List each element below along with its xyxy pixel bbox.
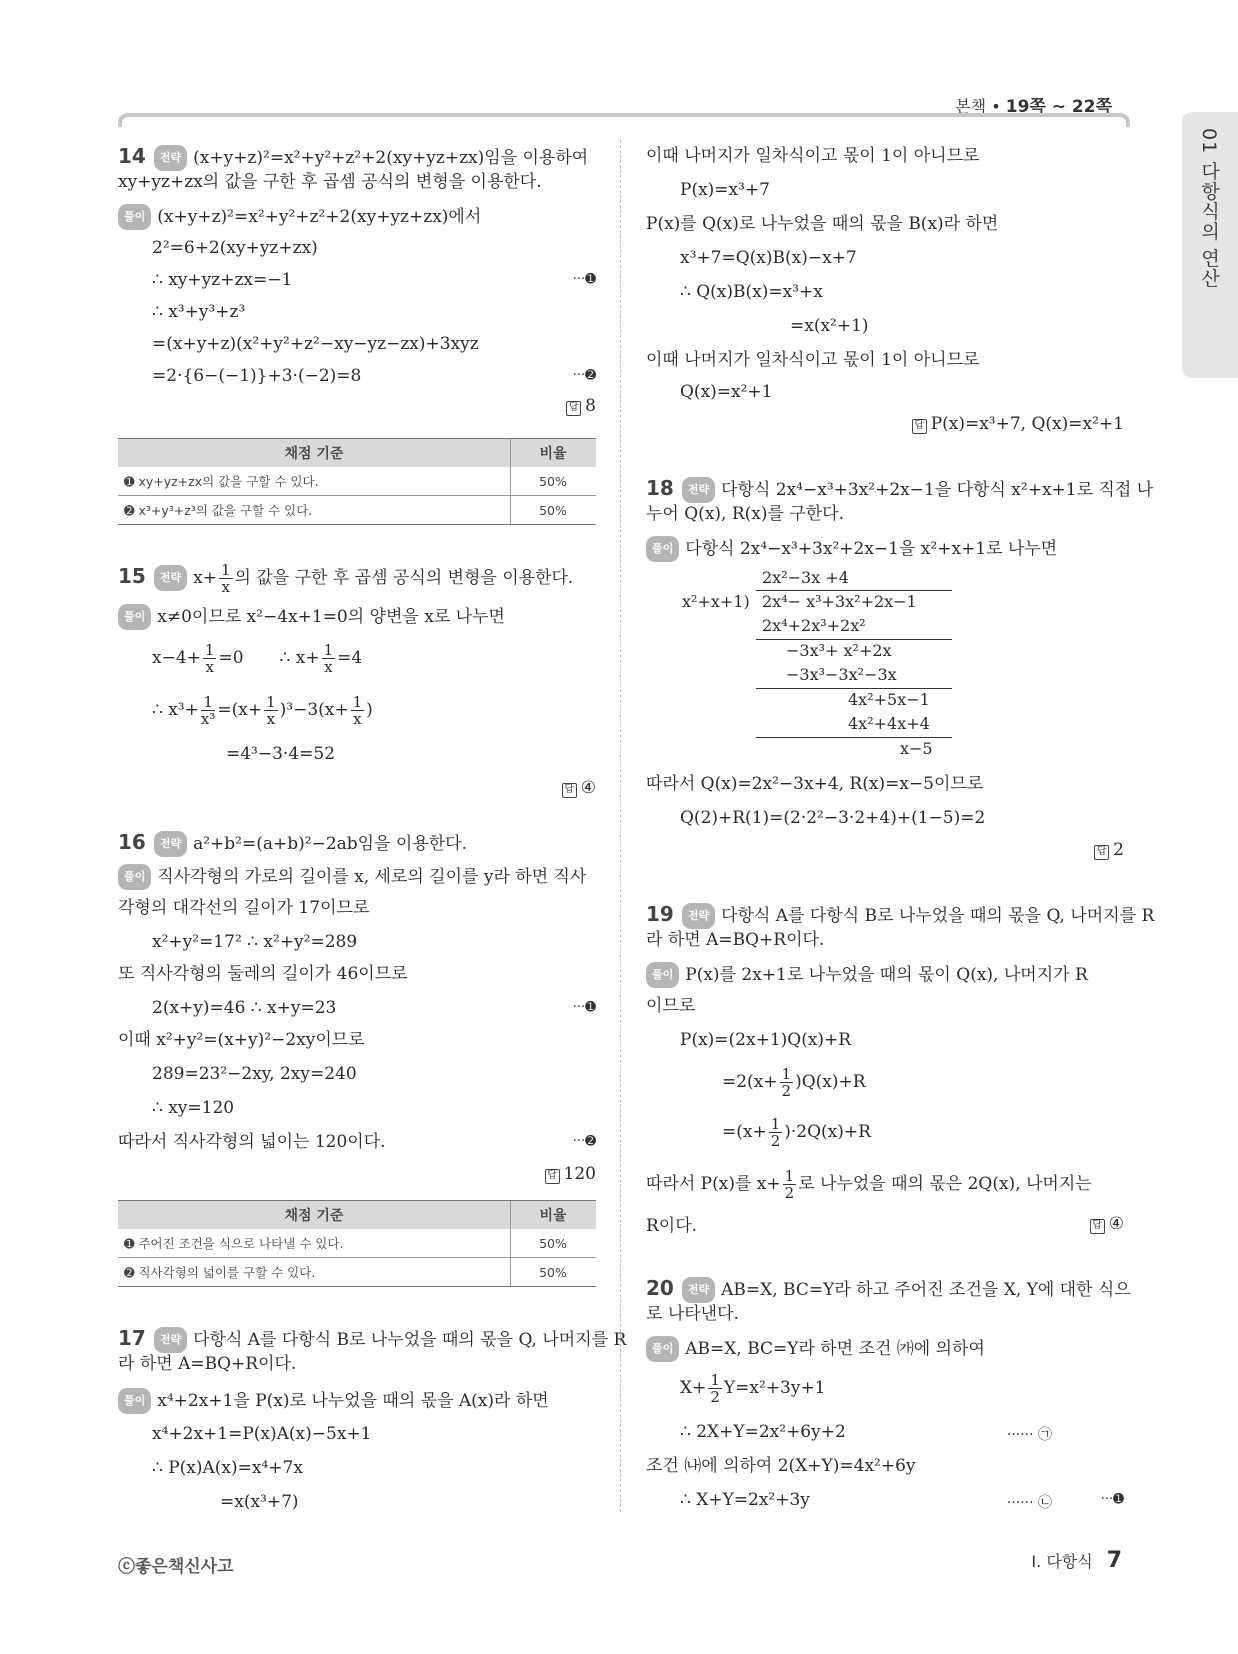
division-step: −3x³+ x²+2x xyxy=(786,641,892,660)
p15-step: =4³−3·4=52 xyxy=(226,744,336,764)
table-header: 채점 기준 xyxy=(118,1201,511,1230)
p14-step: =(x+y+z)(x²+y²+z²−xy−yz−zx)+3xyz xyxy=(152,334,479,354)
division-dividend: 2x⁴− x³+3x²+2x−1 xyxy=(762,592,917,611)
p16-step: 또 직사각형의 둘레의 길이가 46이므로 xyxy=(118,964,408,984)
footer-page xyxy=(1031,1548,1122,1573)
page-number: 7 xyxy=(1106,1548,1122,1573)
problem-20-solution: 풀이 AB=X, BC=Y라 하면 조건 ㈎에 의하여 xyxy=(646,1336,985,1362)
problem-18-strategy-2: 누어 Q(x), R(x)를 구한다. xyxy=(646,504,844,524)
marker-2: ···➋ xyxy=(572,1134,596,1149)
p16-answer: 답 120 xyxy=(545,1164,596,1184)
section-label: Ⅰ. 다항식 xyxy=(1031,1552,1093,1571)
table-header: 비율 xyxy=(511,1201,597,1230)
p18-step: 따라서 Q(x)=2x²−3x+4, R(x)=x−5이므로 xyxy=(646,774,984,794)
problem-18-strategy: 18 전략 다항식 2x⁴−x³+3x²+2x−1을 다항식 x²+x+1로 직접 나 xyxy=(646,476,1153,503)
p14-step: ∴ x³+y³+z³ xyxy=(152,302,246,322)
problem-15-strategy: 15 전략 x+ $\frac{1}{x}$ 의 값을 구한 후 곱셈 공식의 변형을 이용한다. xyxy=(118,561,574,596)
problem-17-strategy: 17 전략 다항식 A를 다항식 B로 나누었을 때의 몫을 Q, 나머지를 R xyxy=(118,1326,626,1353)
p17-step: =x(x³+7) xyxy=(220,1492,299,1512)
equation-tag: ······ ㉠ xyxy=(1006,1427,1052,1443)
table-header: 비율 xyxy=(511,439,597,468)
marker-2: ···➋ xyxy=(572,368,596,383)
marker-1: ···➊ xyxy=(572,1000,596,1015)
long-division xyxy=(646,566,1124,766)
p19-step: 이므로 xyxy=(646,996,696,1016)
p16-step: 2(x+y)=46 ∴ x+y=23 xyxy=(152,998,337,1018)
problem-18-solution: 풀이 다항식 2x⁴−x³+3x²+2x−1을 x²+x+1로 나누면 xyxy=(646,536,1057,562)
p17-step: ∴ P(x)A(x)=x⁴+7x xyxy=(152,1458,303,1478)
division-bar xyxy=(756,590,952,591)
chapter-tab-label: 01 다항식의 연산 xyxy=(1198,128,1220,289)
table-header: 채점 기준 xyxy=(118,439,511,468)
p19-step: R이다. xyxy=(646,1216,698,1236)
problem-20-strategy-2: 로 나타낸다. xyxy=(646,1304,739,1324)
column-divider xyxy=(620,140,621,1512)
p17-step: ∴ Q(x)B(x)=x³+x xyxy=(680,282,823,302)
p20-step: 조건 ㈏에 의하여 2(X+Y)=4x²+6y xyxy=(646,1456,916,1476)
p16-step: 따라서 직사각형의 넓이는 120이다. xyxy=(118,1132,386,1152)
equation-tag: ······ ㉡ xyxy=(1006,1495,1052,1511)
division-step: −3x³−3x²−3x xyxy=(786,665,897,684)
division-remainder: x−5 xyxy=(900,739,933,758)
p19-answer: 답 ④ xyxy=(1090,1214,1124,1234)
division-rule xyxy=(756,688,952,689)
p16-step: x²+y²=17² ∴ x²+y²=289 xyxy=(152,932,358,952)
problem-17-solution: 풀이 x⁴+2x+1을 P(x)로 나누었을 때의 몫을 A(x)라 하면 xyxy=(118,1388,549,1414)
p20-step: ∴ 2X+Y=2x²+6y+2 xyxy=(680,1422,846,1442)
p15-step: x−4+ $\frac{1}{x}$ =0 ∴ x+ $\frac{1}{x}$ =4 xyxy=(152,641,363,676)
p17-answer: 답 P(x)=x³+7, Q(x)=x²+1 xyxy=(912,414,1124,434)
division-divisor: x²+x+1) xyxy=(682,592,750,611)
table-row: ➋ x³+y³+z³의 값을 구할 수 있다. 50% xyxy=(118,496,596,525)
table-row: ➊ xy+yz+zx의 값을 구할 수 있다. 50% xyxy=(118,467,596,496)
p17-continued: 이때 나머지가 일차식이고 몫이 1이 아니므로 xyxy=(646,146,980,166)
division-step: 4x²+5x−1 xyxy=(848,690,930,709)
division-step: 4x²+4x+4 xyxy=(848,714,930,733)
p17-step: Q(x)=x²+1 xyxy=(680,382,773,402)
p17-step: P(x)=x³+7 xyxy=(680,180,770,200)
top-rule xyxy=(118,113,1130,127)
p15-step: ∴ x³+ $\frac{1}{\text{x³}}$ =(x+ $\frac{1}{x}$ )³−3(x+ $\frac{1}{x}$ ) xyxy=(152,693,373,728)
p17-step: x³+7=Q(x)B(x)−x+7 xyxy=(680,248,857,268)
publisher-logo: ⓒ좋은책신사고 xyxy=(118,1557,234,1577)
problem-19-solution: 풀이 P(x)를 2x+1로 나누었을 때의 몫이 Q(x), 나머지가 R xyxy=(646,962,1088,988)
marker-1: ···➊ xyxy=(1100,1492,1124,1507)
p14-step: ∴ xy+yz+zx=−1 xyxy=(152,270,293,290)
p17-step: =x(x²+1) xyxy=(790,316,869,336)
problem-17-strategy-2: 라 하면 A=BQ+R이다. xyxy=(118,1354,297,1374)
table-row: ➋ 직사각형의 넓이를 구할 수 있다. 50% xyxy=(118,1258,596,1287)
page-reference: 본책 • 19쪽 ~ 22쪽 xyxy=(955,97,1112,117)
p19-step: =(x+ $\frac{1}{2}$ )·2Q(x)+R xyxy=(722,1115,871,1150)
division-rule xyxy=(756,639,952,640)
p18-answer: 답 2 xyxy=(1094,840,1124,860)
p19-step: 따라서 P(x)를 x+ $\frac{1}{2}$ 로 나누었을 때의 몫은 2Q(x), 나머지는 xyxy=(646,1167,1092,1202)
p16-step: ∴ xy=120 xyxy=(152,1098,235,1118)
p18-step: Q(2)+R(1)=(2·2²−3·2+4)+(1−5)=2 xyxy=(680,808,986,828)
p16-step: 이때 x²+y²=(x+y)²−2xy이므로 xyxy=(118,1030,365,1050)
p17-step: x⁴+2x+1=P(x)A(x)−5x+1 xyxy=(152,1424,372,1444)
p20-step: ∴ X+Y=2x²+3y xyxy=(680,1490,810,1510)
division-step: 2x⁴+2x³+2x² xyxy=(762,616,866,635)
p16-step: 289=23²−2xy, 2xy=240 xyxy=(152,1064,357,1084)
p17-continued: P(x)를 Q(x)로 나누었을 때의 몫을 B(x)라 하면 xyxy=(646,214,999,234)
problem-20-strategy: 20 전략 AB=X, BC=Y라 하고 주어진 조건을 X, Y에 대한 식으 xyxy=(646,1276,1131,1303)
p17-continued: 이때 나머지가 일차식이고 몫이 1이 아니므로 xyxy=(646,350,980,370)
p14-step: 2²=6+2(xy+yz+zx) xyxy=(152,238,318,258)
table-row: ➊ 주어진 조건을 식으로 나타낼 수 있다. 50% xyxy=(118,1229,596,1258)
chapter-tab xyxy=(1182,112,1238,378)
problem-14-strategy-2: xy+yz+zx의 값을 구한 후 곱셈 공식의 변형을 이용한다. xyxy=(118,172,542,192)
p16-grading-table xyxy=(118,1200,596,1287)
division-rule xyxy=(756,737,952,738)
problem-14-strategy: 14 전략 (x+y+z)²=x²+y²+z²+2(xy+yz+zx)임을 이용하여 xyxy=(118,144,588,171)
marker-1: ···➊ xyxy=(572,272,596,287)
p16-step: 각형의 대각선의 길이가 17이므로 xyxy=(118,898,370,918)
p20-step: X+ $\frac{1}{2}$ Y=x²+3y+1 xyxy=(680,1371,826,1406)
problem-16-solution: 풀이 직사각형의 가로의 길이를 x, 세로의 길이를 y라 하면 직사 xyxy=(118,864,586,890)
p19-step: P(x)=(2x+1)Q(x)+R xyxy=(680,1030,852,1050)
p15-answer: 답 ④ xyxy=(562,778,596,798)
problem-15-solution: 풀이 x≠0이므로 x²−4x+1=0의 양변을 x로 나누면 xyxy=(118,604,505,630)
problem-19-strategy-2: 라 하면 A=BQ+R이다. xyxy=(646,930,825,950)
p14-step: =2·{6−(−1)}+3·(−2)=8 xyxy=(152,366,362,386)
problem-19-strategy: 19 전략 다항식 A를 다항식 B로 나누었을 때의 몫을 Q, 나머지를 R xyxy=(646,902,1154,929)
problem-14-solution: 풀이 (x+y+z)²=x²+y²+z²+2(xy+yz+zx)에서 xyxy=(118,204,481,230)
p14-grading-table xyxy=(118,438,596,525)
problem-16-strategy: 16 전략 a²+b²=(a+b)²−2ab임을 이용한다. xyxy=(118,830,467,857)
division-quotient: 2x²−3x +4 xyxy=(762,568,849,587)
p14-answer: 답 8 xyxy=(566,396,596,416)
p19-step: =2(x+ $\frac{1}{2}$ )Q(x)+R xyxy=(722,1065,866,1100)
